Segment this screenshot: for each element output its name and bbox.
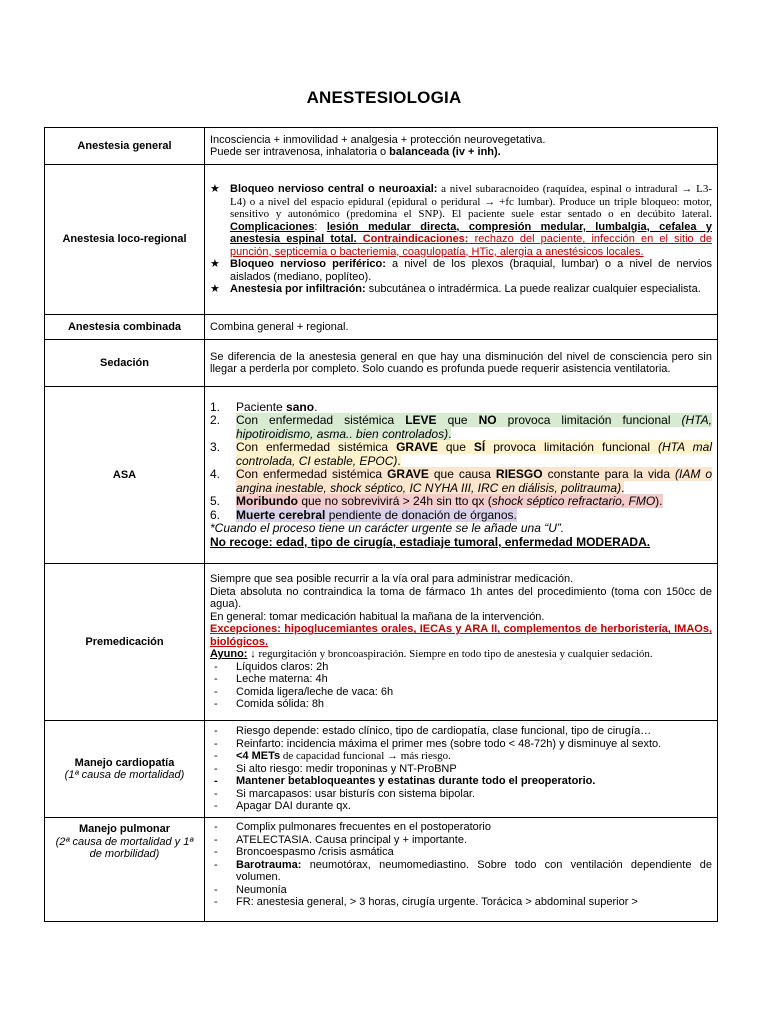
- asa-text: Con enfermedad sistémica: [236, 440, 397, 455]
- loco-item-neuroaxial: [210, 183, 712, 258]
- label-sedacion: Sedación: [45, 340, 205, 387]
- pulm-item: - ATELECTASIA. Causa principal y + importante.: [210, 834, 712, 847]
- pulm-item: [210, 859, 712, 884]
- cardio-sublabel: (1ª causa de mortalidad): [64, 769, 185, 781]
- label-anestesia-loco-regional: Anestesia loco-regional: [45, 165, 205, 315]
- loco-item-periferico: [210, 258, 712, 283]
- asa-num: 6.: [210, 507, 221, 522]
- content-premedicacion: [205, 564, 718, 721]
- cardio-item: - Riesgo depende: estado clínico, tipo de cardiopatía, clase funcional, tipo de cirugía…: [210, 725, 712, 738]
- pulm-barotrauma: Barotrauma:: [236, 858, 302, 871]
- asa-text: .: [314, 399, 318, 414]
- loco-i3-title: Anestesia por infiltración:: [230, 283, 366, 296]
- asa-text: provoca limitación funcional: [496, 413, 682, 428]
- anesthesia-table: [44, 127, 718, 922]
- pulm-barotrauma-text: neumotórax, neumomediastino. Sobre todo con ventilación dependiente de volumen.: [236, 858, 712, 883]
- loco-i1-comp-label: Complicaciones: [230, 220, 315, 233]
- asa-bold: RIESGO: [495, 467, 543, 482]
- row-anestesia-general: [45, 128, 718, 165]
- asa-text: .: [621, 480, 625, 495]
- asa-text: que: [436, 413, 479, 428]
- cardio-label: Manejo cardiopatía: [74, 756, 175, 769]
- asa-num: 3.: [210, 440, 221, 455]
- premed-ayuno-item: - Comida sólida: 8h: [210, 698, 712, 711]
- asa-item-6: [210, 509, 712, 523]
- asa-text: constante para la vida: [542, 467, 675, 482]
- loco-i2-title: Bloqueo nervioso periférico:: [230, 258, 386, 271]
- premed-p3: En general: tomar medicación habitual la mañana de la intervención.: [210, 610, 545, 623]
- row-anestesia-loco-regional: [45, 165, 718, 315]
- content-manejo-pulmonar: [205, 818, 718, 922]
- asa-bold: GRAVE: [387, 467, 429, 482]
- cardio-item: - Si marcapasos: usar bisturís con sistema bipolar.: [210, 788, 712, 801]
- loco-i3-text: subcutánea o intradérmica. La puede realizar cualquier especialista.: [365, 283, 701, 296]
- cardio-mets-text: de capacidad funcional → más riesgo.: [280, 750, 451, 763]
- asa-bold: NO: [478, 413, 497, 428]
- asa-examples: (HTA mal controlada, CI estable, EPOC): [236, 440, 712, 468]
- loco-i2-text: a nivel de los plexos (braquial, lumbar) o a nivel de nervios aislados (mediano, poplíteo).: [230, 258, 712, 283]
- asa-bold: sano: [286, 399, 315, 414]
- asa-examples: shock séptico refractario, FMO: [491, 494, 656, 509]
- general-line2-bold: balanceada (iv + inh).: [389, 146, 501, 158]
- pulm-item: - FR: anestesia general, > 3 horas, cirugía urgente. Torácica > abdominal superior >: [210, 896, 712, 909]
- asa-examples: (IAM o angina inestable, shock séptico, IC NYHA III, IRC en diálisis, politrauma): [236, 467, 713, 495]
- asa-examples: (HTA, hipotiroidismo, asma.. bien controlados): [236, 413, 712, 441]
- asa-num: 1.: [210, 399, 221, 414]
- asa-text: .: [397, 453, 401, 468]
- content-anestesia-combinada: Combina general + regional.: [205, 315, 718, 340]
- cardio-item: [210, 750, 712, 763]
- premed-p2: Dieta absoluta no contraindica la toma de fármaco 1h antes del procedimiento (toma con 150cc de agua).: [210, 585, 712, 611]
- row-anestesia-combinada: [45, 315, 718, 340]
- general-line2-text: Puede ser intravenosa, inhalatoria o: [210, 146, 390, 158]
- document-title: ANESTESIOLOGIA: [306, 88, 462, 107]
- asa-num: 4.: [210, 467, 221, 482]
- loco-i1-contra-text: rechazo del paciente, infección en el sitio de punción, septicemia o bacteriemia, coagulopatía, HTic, alergia a anestésicos locales.: [230, 233, 712, 258]
- asa-item-2: [210, 414, 712, 441]
- cardio-item: - Mantener betabloqueantes y estatinas durante todo el preoperatorio.: [210, 775, 712, 788]
- label-anestesia-combinada: Anestesia combinada: [45, 315, 205, 340]
- premed-ayuno-label: Ayuno:: [210, 648, 248, 661]
- row-asa: [45, 387, 718, 564]
- cardio-item: - Apagar DAI durante qx.: [210, 800, 712, 813]
- asa-note-urgente: *Cuando el proceso tiene un carácter urgente se le añade una “U”.: [210, 521, 565, 536]
- premed-ayuno-item: - Leche materna: 4h: [210, 673, 712, 686]
- asa-text: pendiente de donación de órganos.: [325, 507, 517, 522]
- asa-text: que causa: [428, 467, 496, 482]
- loco-i1-comp-sep: :: [314, 220, 327, 233]
- asa-bold: GRAVE: [396, 440, 438, 455]
- asa-text: Con enfermedad sistémica: [236, 467, 388, 482]
- asa-item-3: [210, 441, 712, 468]
- content-anestesia-loco-regional: [205, 165, 718, 315]
- pulm-item: - Neumonía: [210, 884, 712, 897]
- general-line2: [210, 146, 712, 159]
- row-sedacion: [45, 340, 718, 387]
- asa-num: 2.: [210, 413, 221, 428]
- asa-item-1: [210, 401, 712, 415]
- loco-i1-comp-text: lesión medular directa, compresión medular, lumbalgia, cefalea y anestesia espinal total.: [230, 220, 712, 246]
- pulm-item: - Broncoespasmo /crisis asmática: [210, 846, 712, 859]
- pulm-item: - Complix pulmonares frecuentes en el postoperatorio: [210, 821, 712, 834]
- premed-p1: Siempre que sea posible recurrir a la vía oral para administrar medicación.: [210, 573, 574, 586]
- asa-text: Paciente: [236, 399, 287, 414]
- asa-bold: LEVE: [405, 413, 437, 428]
- asa-bold: SÍ: [473, 440, 486, 455]
- label-anestesia-general: Anestesia general: [45, 128, 205, 165]
- premed-excepciones: Excepciones: hipoglucemiantes orales, IECAs y ARA II, complementos de herboristería, IMAOs, biológicos.: [210, 623, 712, 648]
- row-manejo-pulmonar: [45, 818, 718, 922]
- asa-note-no-recoge: No recoge: edad, tipo de cirugía, estadiaje tumoral, enfermedad MODERADA.: [210, 534, 651, 549]
- asa-text: que: [437, 440, 474, 455]
- asa-item-5: [210, 495, 712, 509]
- premed-ayuno-item: - Líquidos claros: 2h: [210, 661, 712, 674]
- row-premedicacion: [45, 564, 718, 721]
- asa-text: .: [448, 426, 452, 441]
- content-asa: [205, 387, 718, 564]
- cardio-item: - Reinfarto: incidencia máxima el primer mes (sobre todo < 48-72h) y disminuye al sexto.: [210, 738, 712, 751]
- asa-text: Con enfermedad sistémica: [236, 413, 406, 428]
- pulm-sublabel: (2ª causa de mortalidad y 1ª de morbilidad): [55, 835, 194, 860]
- label-manejo-pulmonar: [45, 818, 205, 922]
- cardio-item: - Si alto riesgo: medir troponinas y NT-ProBNP: [210, 763, 712, 776]
- label-premedicacion: Premedicación: [45, 564, 205, 721]
- loco-item-infiltracion: [210, 283, 712, 296]
- asa-item-4: [210, 468, 712, 495]
- label-asa: ASA: [45, 387, 205, 564]
- row-manejo-cardiopatia: [45, 721, 718, 818]
- content-anestesia-general: [205, 128, 718, 165]
- asa-text: ).: [655, 494, 663, 509]
- loco-i1-text: a nivel subaracnoideo (raquídea, espinal o intradural → L3-L4) o a nivel del espacio epidural (epidural o peridural → +fc lumbar). Produce un triple bloqueo: motor, sensitivo y autonómico (predomina el SNP). El paciente suele estar sentado o en decúbito lateral.: [230, 183, 712, 221]
- content-manejo-cardiopatia: [205, 721, 718, 818]
- asa-text: provoca limitación funcional: [485, 440, 658, 455]
- asa-bold: Muerte cerebral: [236, 507, 326, 522]
- general-line1: Incosciencia + inmovilidad + analgesia + protección neurovegetativa.: [210, 133, 546, 146]
- cardio-mets: <4 METs: [236, 750, 281, 763]
- premed-ayuno-item: - Comida ligera/leche de vaca: 6h: [210, 686, 712, 699]
- loco-i1-title: Bloqueo nervioso central o neuroaxial:: [230, 183, 438, 196]
- pulm-label: Manejo pulmonar: [78, 823, 171, 835]
- loco-i1-contra-label: Contraindicaciones:: [356, 233, 469, 246]
- asa-text: que no sobrevivirá > 24h sin tto qx (: [297, 494, 492, 509]
- premed-ayuno: [210, 648, 712, 661]
- asa-num: 5.: [210, 494, 221, 509]
- asa-bold: Moribundo: [236, 494, 298, 509]
- content-sedacion: Se diferencia de la anestesia general en que hay una disminución del nivel de consciencia pero sin llegar a perderla por completo. Solo cuando es profunda puede requerir asistencia ventilatoria.: [205, 340, 718, 387]
- premed-ayuno-text: ↓ regurgitación y broncoaspiración. Siempre en todo tipo de anestesia y cualquier sedación.: [247, 648, 653, 661]
- label-manejo-cardiopatia: [45, 721, 205, 818]
